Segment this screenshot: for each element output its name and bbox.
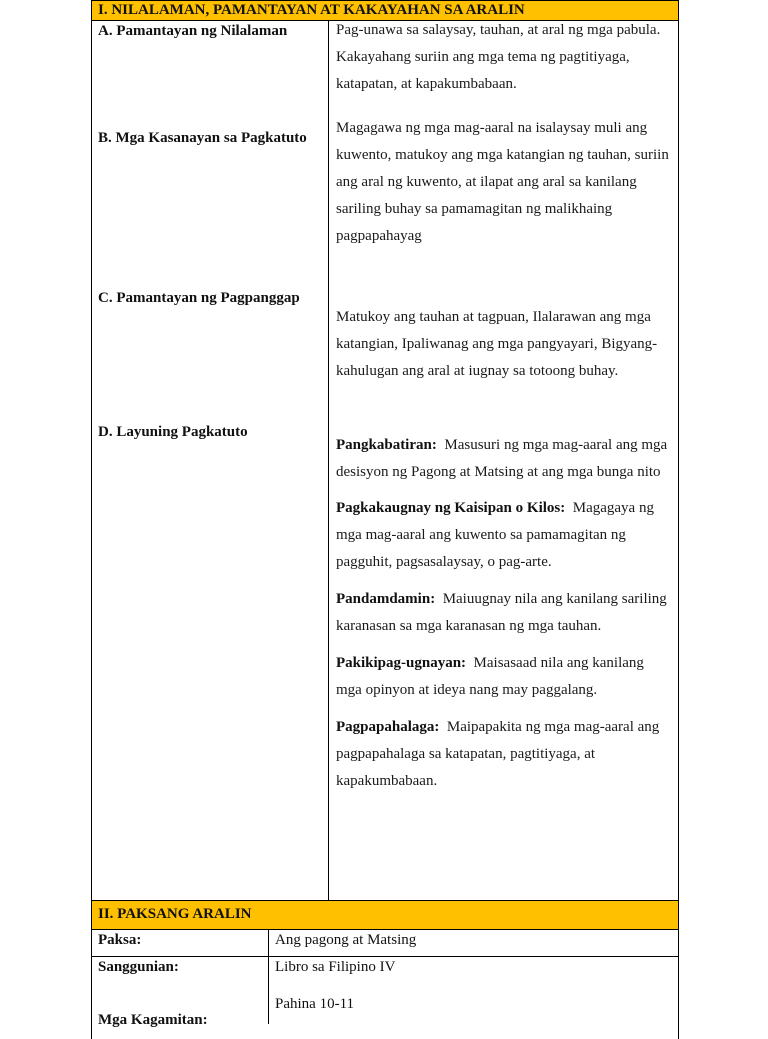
objective-pagpapahalaga	[336, 714, 672, 795]
objective-pandamdamin	[336, 586, 672, 640]
objective-term: Pangkabatiran:	[336, 437, 437, 453]
content-pamantayan-pagpanggap: Matukoy ang tauhan at tagpuan, Ilalarawan ang mga katangian, Ipaliwanag ang mga pangyayari, Bigyang-kahulugan ang aral at iugnay sa totoong buhay.	[336, 309, 658, 379]
label-pamantayan-nilalaman: A. Pamantayan ng Nilalaman	[98, 23, 288, 39]
label-mga-kasanayan: B. Mga Kasanayan sa Pagkatuto	[98, 130, 307, 146]
label-paksa: Paksa:	[98, 932, 142, 948]
value-sanggunian: Libro sa Filipino IV	[275, 959, 396, 975]
objective-text: Maisasaad nila ang kanilang mga opinyon at ideya nang may paggalang.	[336, 655, 644, 698]
section-2-header	[91, 900, 679, 930]
objective-pakikipag-ugnayan	[336, 650, 672, 704]
section-2-column-divider	[268, 929, 269, 1024]
label-layuning-pagkatuto: D. Layuning Pagkatuto	[98, 424, 248, 440]
label-pamantayan-pagpanggap: C. Pamantayan ng Pagpanggap	[98, 290, 300, 306]
objective-term: Pagkakaugnay ng Kaisipan o Kilos:	[336, 500, 566, 516]
section-2-row-divider	[91, 956, 679, 957]
objective-term: Pagpapahalaga:	[336, 719, 440, 735]
value-pahina: Pahina 10-11	[275, 996, 355, 1012]
label-mga-kagamitan: Mga Kagamitan:	[98, 1012, 208, 1028]
objective-text: Maipapakita ng mga mag-aaral ang pagpapahalaga sa katapatan, pagtitiyaga, at kapakumbabaan.	[336, 719, 660, 789]
value-paksa: Ang pagong at Matsing	[275, 932, 417, 948]
content-pamantayan-nilalaman: Pag-unawa sa salaysay, tauhan, at aral ng mga pabula. Kakayahang suriin ang mga tema ng pagtitiyaga, katapatan, at kapakumbabaan.	[336, 22, 661, 92]
section-2-header-text: II. PAKSANG ARALIN	[98, 906, 252, 922]
objective-text: Magagaya ng mga mag-aaral ang kuwento sa pamamagitan ng pagguhit, pagsasalaysay, o pag-arte.	[336, 500, 654, 570]
objective-text: Maiuugnay nila ang kanilang sariling karanasan sa mga karanasan ng mga tauhan.	[336, 591, 667, 634]
objective-text: Masusuri ng mga mag-aaral ang mga desisyon ng Pagong at Matsing at ang mga bunga nito	[336, 437, 668, 480]
content-mga-kasanayan: Magagawa ng mga mag-aaral na isalaysay muli ang kuwento, matukoy ang mga katangian ng tauhan, suriin ang aral ng kuwento, at ilapat ang aral sa kanilang sariling buhay sa pamamagitan ng malikhaing pagpapahayag	[336, 120, 669, 244]
section-1-header-text: I. NILALAMAN, PAMANTAYAN AT KAKAYAHAN SA ARALIN	[98, 2, 525, 18]
section-1-column-divider	[328, 20, 329, 901]
objective-term: Pandamdamin:	[336, 591, 436, 607]
objective-pangkabatiran	[336, 432, 672, 486]
objective-term: Pakikipag-ugnayan:	[336, 655, 467, 671]
label-sanggunian: Sanggunian:	[98, 959, 179, 975]
objective-pagkakaugnay	[336, 495, 672, 576]
